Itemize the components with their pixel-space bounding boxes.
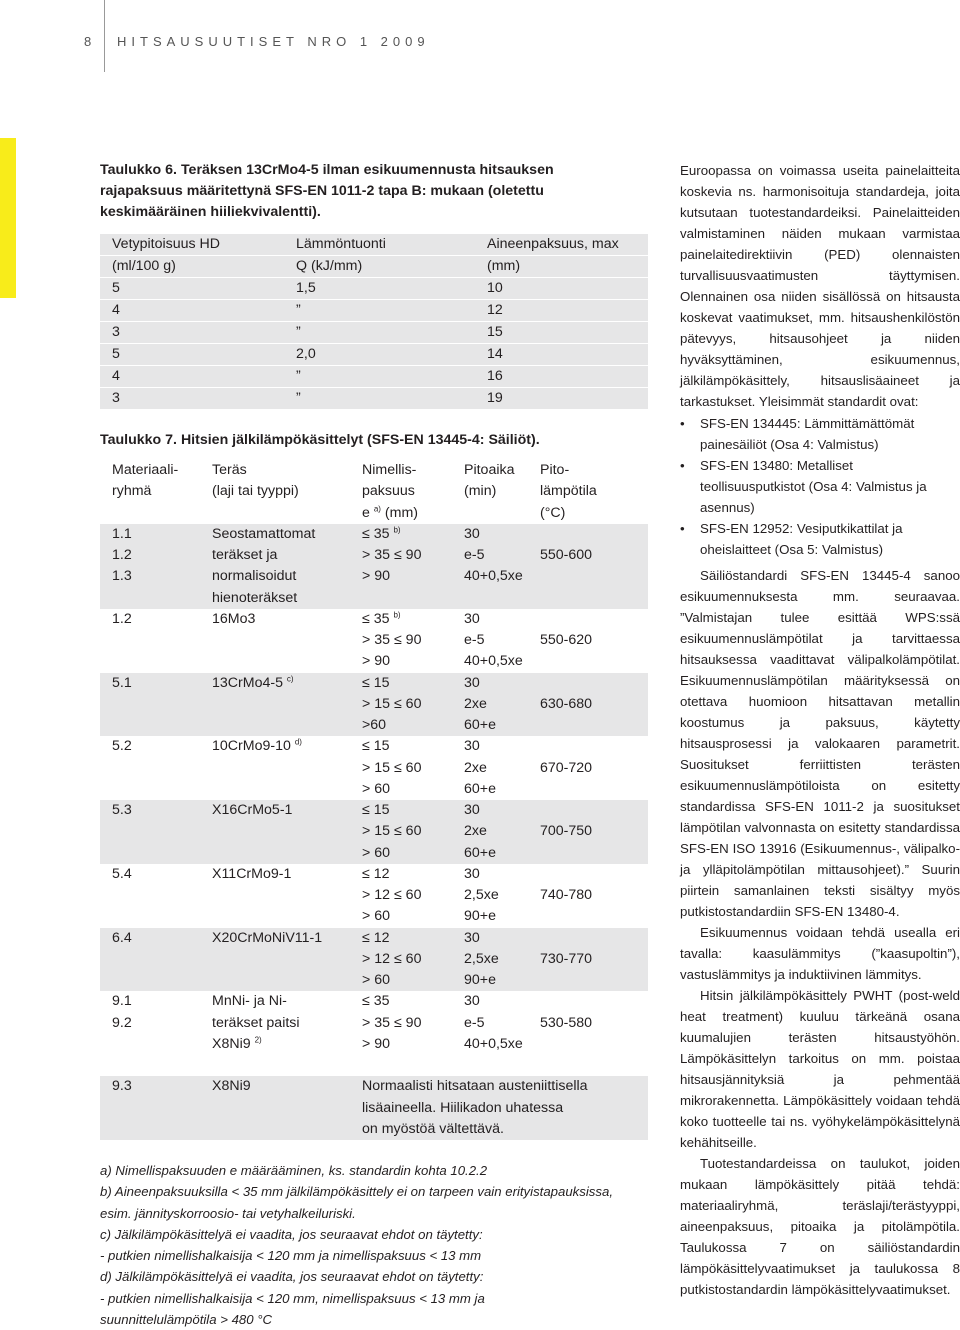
table6-header-cell: (mm) [487, 258, 521, 274]
table6-cell: 1,5 [296, 280, 316, 296]
table7-cell: > 90 [362, 653, 391, 670]
footnote-line: suunnittelulämpötila > 480 °C [100, 1311, 273, 1327]
table7-cell: ≤ 35 $^{b)}$ [362, 525, 401, 542]
table7-cell: ≤ 15 [362, 674, 390, 691]
table7-cell: > 60 [362, 844, 391, 861]
table7-cell: 2xe [464, 695, 487, 712]
table7-row [100, 906, 648, 927]
table7-header-cell: (°C) [540, 504, 566, 521]
table7-cell: 60+e [464, 717, 496, 733]
table7-row [100, 1013, 648, 1034]
table7-row [100, 1076, 648, 1097]
table7-row [100, 524, 648, 545]
table6-cell: 16 [487, 368, 503, 384]
standard-list-text: SFS-EN 12952: Vesiputkikattilat ja oheislaitteet (Osa 5: Valmistus) [700, 521, 903, 557]
table7-cell: 6.4 [112, 929, 132, 946]
table6-cell: 4 [112, 368, 120, 384]
table7-cell: X16CrMo5-1 [212, 802, 293, 818]
right-column-intro [680, 160, 960, 412]
table7-header-cell: Materiaali- [112, 462, 179, 478]
table7-cell: 550-600 [540, 547, 593, 563]
table7-cell: 2,5xe [464, 950, 499, 967]
paragraph-1: Säiliöstandardi SFS-EN 13445-4 sanoo esikuumennuksesta mm. seuraavaa. ”Valmistajan tulee esittää WPS:ssä esikuumennuslämpötilat ja tarvittaessa hitsauksessa vaadittavat välipalkolämpötilat. Esikuumennuslämpötilan määrityksessä on otettava huomioon hitsattavan metallin koostumus ja paksuus, käytetty hitsausprosessi ja valokaaren parametrit. Suositukset ferriittisten terästen esikuumennuslämpötiloista on esitetty standardissa SFS-EN 1011-2 ja suositukset lämpötilan valvonnasta on esitetty standardissa SFS-EN ISO 13916 (Esikuumennus-, välipalko- ja ylläpitolämpötilan mittausohjeet).” Suurin piirtein samanlainen teksti sisältyy myös putkistostandardiin SFS-EN 13480-4. [680, 568, 960, 919]
table6-row [100, 388, 648, 410]
table6-header-row [100, 234, 648, 256]
table6-header-cell: Lämmöntuonti [296, 236, 386, 252]
table7-cell: > 90 [362, 568, 391, 585]
table6 [100, 234, 648, 410]
table6-row [100, 278, 648, 300]
table7-row [100, 800, 648, 821]
table7-cell: 30 [464, 674, 480, 691]
footnote-line: esim. jännityskorroosio- tai vetyhalkeiluriski. [100, 1205, 356, 1221]
standards-list [680, 413, 960, 560]
table7-cell: e-5 [464, 547, 485, 563]
table7-cell: 40+0,5xe [464, 568, 523, 585]
right-column-body [680, 565, 960, 1300]
table7-cell: > 15 ≤ 60 [362, 695, 422, 712]
table7-cell: 10CrMo9-10 $^{d)}$ [212, 737, 302, 755]
table7-row [100, 736, 648, 757]
table7-row [100, 545, 648, 566]
table7-header-cell: ryhmä [112, 483, 152, 500]
standard-list-text: SFS-EN 134445: Lämmittämättömät painesäiliöt (Osa 4: Valmistus) [700, 416, 915, 452]
table7-row [100, 566, 648, 587]
table7-cell: e-5 [464, 632, 485, 648]
table7-cell: 30 [464, 802, 480, 818]
table7-caption: Taulukko 7. Hitsien jälkilämpökäsittelyt (SFS-EN 13445-4: Säiliöt). [100, 432, 540, 448]
table6-cell: 5 [112, 280, 120, 296]
table7-cell: 30 [464, 993, 480, 1010]
table7-cell: 90+e [464, 908, 496, 925]
table7-cell: > 35 ≤ 90 [362, 1014, 422, 1031]
table7-cell: 2,5xe [464, 887, 499, 903]
table7-cell: 30 [464, 865, 480, 882]
table7-cell: 1.1 [112, 525, 132, 542]
table6-cell: 3 [112, 390, 120, 406]
table7-cell: 670-720 [540, 759, 593, 776]
table7-cell: > 35 ≤ 90 [362, 632, 422, 648]
table7-cell: teräkset ja [212, 547, 278, 563]
table6-header-row [100, 256, 648, 278]
table7-cell: 550-620 [540, 632, 593, 648]
paragraph-2: Esikuumennus voidaan tehdä usealla eri tavalla: kaasulämmitys (”kaasupoltin”), vastuslämmitys ja induktiivinen lämmitys. [680, 925, 960, 982]
footnote-line: a) Nimellispaksuuden e määrääminen, ks. standardin kohta 10.2.2 [100, 1163, 488, 1178]
table7-header-cell: (min) [464, 483, 497, 500]
table7-cell: 1.2 [112, 610, 132, 627]
table7-cell: ≤ 12 [362, 865, 390, 882]
table7-cell: > 12 ≤ 60 [362, 887, 422, 903]
table7-cell: 60+e [464, 844, 496, 861]
table7-cell: 5.2 [112, 738, 132, 755]
table6-cell: ” [296, 390, 301, 406]
table7-cell: MnNi- ja Ni- [212, 993, 287, 1010]
table7-cell: X11CrMo9-1 [212, 865, 292, 882]
table7-row [100, 588, 648, 609]
table7-cell: > 35 ≤ 90 [362, 547, 422, 563]
table6-cell: 12 [487, 302, 503, 318]
table6-cell: 14 [487, 346, 503, 362]
table7-header-row [100, 503, 648, 524]
table7-cell: on myöstöä vältettävä. [362, 1120, 504, 1137]
table7-cell: > 12 ≤ 60 [362, 950, 422, 967]
table6-cell: ” [296, 302, 301, 318]
bullet-icon: • [680, 416, 685, 431]
table7-cell: Normaalisti hitsataan austeniittisella [362, 1078, 588, 1095]
table7-cell: 9.2 [112, 1014, 132, 1031]
table7-cell: 16Mo3 [212, 610, 256, 627]
table7-cell: teräkset paitsi [212, 1014, 300, 1031]
table7-cell: 5.1 [112, 674, 132, 691]
footnote-line: - putkien nimellishalkaisija < 120 mm, nimellispaksuus < 13 mm ja [100, 1290, 485, 1306]
table7-cell: >60 [362, 717, 387, 733]
table7-cell: 2xe [464, 759, 487, 776]
table7-cell: Seostamattomat [212, 525, 316, 542]
table6-header-cell: (ml/100 g) [112, 258, 176, 274]
header-divider [104, 0, 105, 72]
table6-cell: 15 [487, 324, 503, 340]
table7-row [100, 694, 648, 715]
table7-cell: 13CrMo4-5 $^{c)}$ [212, 673, 294, 691]
footnote-line: b) Aineenpaksuuksilla < 35 mm jälkilämpökäsittely ei on tarpeen vain erityistapauksissa, [100, 1184, 613, 1200]
table7-header-row [100, 481, 648, 502]
table7-cell: 30 [464, 929, 480, 946]
table6-row [100, 366, 648, 388]
table7-cell: 1.3 [112, 568, 132, 585]
table7-cell: 9.3 [112, 1078, 132, 1095]
footnote-line: c) Jälkilämpökäsittelyä ei vaadita, jos seuraavat ehdot on täytetty: [100, 1226, 483, 1242]
table6-header-cell: Aineenpaksuus, max [487, 236, 619, 252]
table7-cell: > 60 [362, 972, 391, 988]
table7-cell: hienoteräkset [212, 589, 298, 606]
table7-cell: > 60 [362, 908, 391, 925]
publication-title: HITSAUSUUTISET NRO 1 2009 [117, 34, 430, 49]
table7-row [100, 630, 648, 651]
standard-list-item [680, 455, 960, 518]
table6-row [100, 300, 648, 322]
table7-row [100, 821, 648, 842]
table7-cell: 5.3 [112, 802, 132, 818]
table7-cell: 90+e [464, 972, 496, 988]
table7-cell: 2xe [464, 823, 487, 840]
table7-cell: normalisoidut [212, 568, 297, 585]
table7-cell: 700-750 [540, 823, 593, 840]
table6-cell: 5 [112, 346, 120, 362]
table6-caption: Taulukko 6. Teräksen 13CrMo4-5 ilman esikuumennusta hitsauksen rajapaksuus määritettynä SFS-EN 1011-2 tapa B: mukaan (oletettu keskimääräinen hiiliekvivalentti). [100, 162, 554, 220]
table7-cell: e-5 [464, 1014, 485, 1031]
table7-cell: 30 [464, 738, 480, 755]
table7-header-cell: Pitoaika [464, 462, 515, 478]
bullet-icon: • [680, 458, 685, 473]
table7-cell: ≤ 12 [362, 929, 390, 946]
table7-cell: 5.4 [112, 865, 132, 882]
table7-row [100, 673, 648, 694]
table7-row [100, 1034, 648, 1055]
table7-header-cell: paksuus [362, 483, 415, 500]
table7-row [100, 1098, 648, 1119]
table7-header-cell: Pito- [540, 462, 570, 478]
table7-row [100, 1055, 648, 1076]
table7-header-cell: (laji tai tyyppi) [212, 483, 299, 500]
bullet-icon: • [680, 521, 685, 536]
table7-row [100, 885, 648, 906]
table7-row [100, 970, 648, 991]
table7-cell: > 60 [362, 780, 391, 797]
table7-row [100, 758, 648, 779]
table6-cell: 3 [112, 324, 120, 340]
table7-cell: 1.2 [112, 547, 132, 563]
table7-row [100, 928, 648, 949]
table7-header-cell: Teräs [212, 462, 247, 478]
table7-cell: X8Ni9 $^{2)}$ [212, 1035, 262, 1052]
table7-row [100, 779, 648, 800]
table7-header-cell: e $^{a)}$ (mm) [362, 503, 418, 521]
table6-cell: ” [296, 324, 301, 340]
page-number: 8 [84, 34, 93, 49]
table7-cell: 40+0,5xe [464, 1035, 523, 1052]
table7-header-cell: Nimellis- [362, 462, 417, 478]
table7-cell: 30 [464, 525, 480, 542]
footnote-line: - putkien nimellishalkaisija < 120 mm ja nimellispaksuus < 13 mm [100, 1248, 482, 1263]
standard-list-text: SFS-EN 13480: Metalliset teollisuusputkistot (Osa 4: Valmistus ja asennus) [700, 458, 927, 515]
table7-cell: 530-580 [540, 1014, 593, 1031]
table7-cell: 630-680 [540, 695, 593, 712]
table6-cell: 10 [487, 280, 503, 296]
footnote-line: d) Jälkilämpökäsittelyä ei vaadita, jos seuraavat ehdot on täytetty: [100, 1269, 484, 1285]
table7 [100, 460, 648, 1140]
table7-cell: > 15 ≤ 60 [362, 759, 422, 776]
table7-row [100, 843, 648, 864]
table7-cell: X8Ni9 [212, 1078, 251, 1095]
table7-row [100, 864, 648, 885]
table7-cell: lisäaineella. Hiilikadon uhatessa [362, 1099, 564, 1116]
table6-cell: 4 [112, 302, 120, 318]
table7-header-row [100, 460, 648, 481]
table7-cell: X20CrMoNiV11-1 [212, 929, 323, 946]
table7-cell: 9.1 [112, 993, 132, 1010]
table7-notes [100, 1160, 640, 1330]
table7-cell: 730-770 [540, 950, 593, 967]
table7-cell: ≤ 35 [362, 993, 390, 1010]
table7-row [100, 651, 648, 672]
table7-row [100, 1119, 648, 1140]
table7-cell: ≤ 15 [362, 738, 390, 755]
table6-cell: 19 [487, 390, 503, 406]
table7-cell: > 90 [362, 1035, 391, 1052]
table6-row [100, 344, 648, 366]
table7-cell: ≤ 35 $^{b)}$ [362, 610, 401, 627]
table7-cell: 60+e [464, 780, 496, 797]
paragraph-3: Hitsin jälkilämpökäsittely PWHT (post-weld heat treatment) kuuluu tärkeänä osana kuumalujien terästen hitsaustyöhön. Lämpökäsittelyn tarkoitus on mm. poistaa hitsausjännityksiä ja pehmentää mikrorakennetta. Lämpökäsittely voidaan tehdä koko tuotteelle tai ns. vyöhykelämpökäsittelynä kehähitseille. [680, 988, 960, 1150]
table7-cell: 40+0,5xe [464, 653, 523, 670]
table7-cell: 30 [464, 610, 480, 627]
table6-header-cell: Q (kJ/mm) [296, 258, 363, 274]
table6-cell: 2,0 [296, 346, 316, 362]
table7-row [100, 609, 648, 630]
table7-header-cell: lämpötila [540, 483, 597, 500]
intro-paragraph: Euroopassa on voimassa useita painelaitteita koskevia ns. harmonisoituja standardeja, joita kutsutaan tuotestandardeiksi. Painelaitteiden valmistaminen näiden mukaan varmistaa painelaitedirektiivin (PED) olennaisten turvallisuusvaatimusten täyttymisen. Olennainen osa niiden sisällössä on hitsausta koskevat vaatimukset, mm. hitsaushenkilöstön pätevyys, hitsausohjeet ja niiden hyväksyttäminen, esikuumennus, jälkilämpökäsittely, hitsauslisäaineet ja tarkastukset. Yleisimmät standardit ovat: [680, 163, 960, 409]
table7-row [100, 715, 648, 736]
table6-cell: ” [296, 368, 301, 384]
table7-row [100, 949, 648, 970]
table6-row [100, 322, 648, 344]
paragraph-4: Tuotestandardeissa on taulukot, joiden mukaan lämpökäsittely pitää tehdä: materiaaliryhmä, teräslaji/terästyyppi, aineenpaksuus, pitoaika ja pitolämpötila. Taulukossa 7 on säiliöstandardin lämpökäsittelyvaatimukset ja taulukossa 8 putkistostandardin lämpökäsittelyvaatimukset. [680, 1156, 960, 1297]
standard-list-item [680, 518, 960, 560]
table7-cell: ≤ 15 [362, 802, 390, 818]
table7-cell: > 15 ≤ 60 [362, 823, 422, 840]
table6-header-cell: Vetypitoisuus HD [112, 236, 221, 252]
table7-row [100, 991, 648, 1012]
accent-bar [0, 138, 16, 298]
standard-list-item [680, 413, 960, 455]
table7-cell: 740-780 [540, 887, 593, 903]
